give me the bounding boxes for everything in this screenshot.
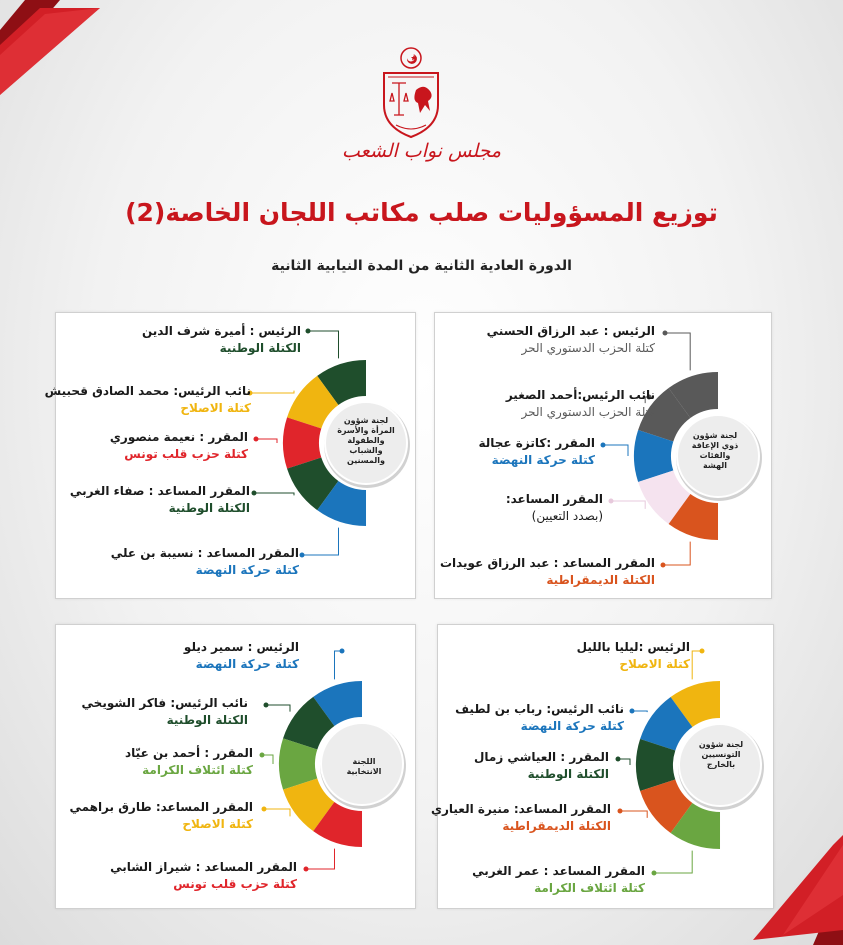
member-entry: [490, 639, 690, 673]
leader-line: [306, 849, 334, 869]
member-entry: [99, 639, 299, 673]
member-entry: [99, 545, 299, 579]
leader-dot: [663, 331, 668, 336]
member-role: المقرر : أحمد بن عيّاد: [125, 746, 253, 760]
member-party: الكتلة الديمقراطية: [546, 573, 655, 587]
committee-panel-women-family: [44, 312, 416, 599]
leader-dot: [300, 553, 305, 558]
leader-dot: [304, 867, 309, 872]
leader-dot: [340, 649, 345, 654]
committee-panel-tunisians-abroad: [431, 624, 774, 909]
member-role: المقرر :كاتزة عجالة: [478, 436, 595, 450]
page-title: توزيع المسؤوليات صلب مكاتب اللجان الخاصة(2): [125, 198, 718, 227]
leader-dot: [609, 499, 614, 504]
member-entry: [48, 695, 248, 729]
leader-line: [302, 528, 338, 555]
member-role: المقرر المساعد : صفاء الغربي: [69, 484, 250, 498]
member-role: نائب الرئيس: محمد الصادق قحبيش: [44, 384, 251, 398]
organization-name: مجلس نواب الشعب: [341, 140, 502, 162]
member-role: المقرر المساعد : عبد الرزاق عويدات: [439, 556, 655, 570]
member-entry: [409, 749, 609, 783]
parliament-emblem-icon: [376, 45, 446, 140]
leader-line: [264, 809, 290, 816]
member-role: المقرر : العياشي زمال: [474, 750, 609, 764]
leader-dot: [616, 757, 621, 762]
member-role: نائب الرئيس: رباب بن لطيف: [455, 702, 624, 716]
leader-dot: [252, 491, 257, 496]
leader-line: [665, 333, 690, 370]
leader-dot: [700, 649, 705, 654]
member-party: الكتلة الوطنية: [219, 341, 301, 355]
member-entry: [101, 323, 301, 357]
member-entry: [53, 745, 253, 779]
member-role: المقرر المساعد: منيرة العياري: [431, 802, 611, 816]
leader-line: [620, 811, 647, 818]
member-entry: [44, 383, 251, 417]
member-role: المقرر المساعد : نسيبة بن علي: [110, 546, 299, 560]
member-role: المقرر : نعيمة منصوري: [109, 430, 248, 444]
member-entry: [48, 429, 248, 463]
member-entry: [53, 799, 253, 833]
member-party: كتلة الاصلاح: [619, 657, 690, 671]
member-party: كتلة ائتلاف الكرامة: [534, 881, 645, 895]
member-role: الرئيس : أميرة شرف الدين: [141, 324, 301, 338]
member-party: كتلة الحزب الدستوري الحر: [521, 341, 655, 355]
member-entry: [403, 491, 603, 525]
member-entry: [455, 323, 655, 357]
member-entry: [395, 435, 595, 469]
leader-line: [308, 331, 338, 358]
committee-name: لجنة شؤون التونسيين بالخارج: [698, 740, 744, 769]
leader-dot: [262, 807, 267, 812]
leader-line: [254, 493, 294, 495]
member-party: الكتلة الوطنية: [168, 501, 250, 515]
member-role: نائب الرئيس: فاكر الشويخي: [81, 696, 248, 710]
member-entry: [424, 701, 624, 735]
committee-name: اللجنة الانتخابية: [346, 757, 382, 776]
leader-line: [334, 651, 342, 679]
committee-name: لجنة شؤون المرأة والأسرة والطفولة والشباب والمسنين: [337, 416, 395, 465]
member-role: المقرر المساعد : شيراز الشابي: [110, 860, 297, 874]
member-party: كتلة الاصلاح: [182, 817, 253, 831]
member-role: المقرر المساعد : عمر الغربي: [472, 864, 645, 878]
leader-dot: [661, 563, 666, 568]
leader-line: [654, 851, 692, 873]
member-entry: [445, 863, 645, 897]
member-role: نائب الرئيس:أحمد الصغير: [505, 388, 655, 402]
leader-line: [692, 651, 702, 679]
member-entry: [411, 801, 611, 835]
leader-line: [611, 501, 645, 509]
member-entry: [50, 483, 250, 517]
member-party: كتلة الحزب الدستوري الحر: [521, 405, 655, 419]
member-entry: [439, 555, 655, 589]
member-party: كتلة حركة النهضة: [195, 563, 299, 577]
member-entry: [455, 387, 655, 421]
member-party: الكتلة الوطنية: [527, 767, 609, 781]
member-party: كتلة حزب قلب تونس: [124, 447, 248, 461]
committee-name: لجنة شؤون ذوي الإعاقة والفئات الهشة: [691, 431, 739, 470]
leader-line: [256, 439, 277, 443]
leader-line: [663, 542, 690, 565]
member-party: كتلة حركة النهضة: [195, 657, 299, 671]
leader-dot: [254, 437, 259, 442]
leader-dot: [601, 443, 606, 448]
leader-line: [266, 705, 290, 712]
leader-dot: [260, 753, 265, 758]
member-role: الرئيس : عبد الرزاق الحسني: [486, 324, 655, 338]
leader-line: [250, 391, 294, 393]
member-entry: [97, 859, 297, 893]
leader-dot: [652, 871, 657, 876]
member-party: الكتلة الوطنية: [166, 713, 248, 727]
member-party: كتلة حركة النهضة: [520, 719, 624, 733]
leader-dot: [630, 709, 635, 714]
ribbon-top-left: [0, 0, 110, 100]
leader-dot: [264, 703, 269, 708]
member-party: كتلة حركة النهضة: [491, 453, 595, 467]
committee-panel-electoral: [55, 624, 416, 909]
member-party: كتلة الاصلاح: [180, 401, 251, 415]
member-role: المقرر المساعد:: [505, 492, 603, 506]
page-subtitle: الدورة العادية الثانية من المدة النيابية الثانية: [271, 258, 572, 274]
member-party: (بصدد التعيين): [531, 509, 603, 523]
member-party: كتلة حزب قلب تونس: [173, 877, 297, 891]
member-party: الكتلة الديمقراطية: [502, 819, 611, 833]
member-role: الرئيس :ليليا بالليل: [576, 640, 690, 654]
member-role: الرئيس : سمير ديلو: [183, 640, 299, 654]
leader-line: [603, 445, 628, 456]
leader-dot: [306, 329, 311, 334]
member-party: كتلة ائتلاف الكرامة: [142, 763, 253, 777]
leader-dot: [618, 809, 623, 814]
member-role: المقرر المساعد: طارق براهمي: [69, 800, 253, 814]
committee-panel-disability: [434, 312, 772, 599]
